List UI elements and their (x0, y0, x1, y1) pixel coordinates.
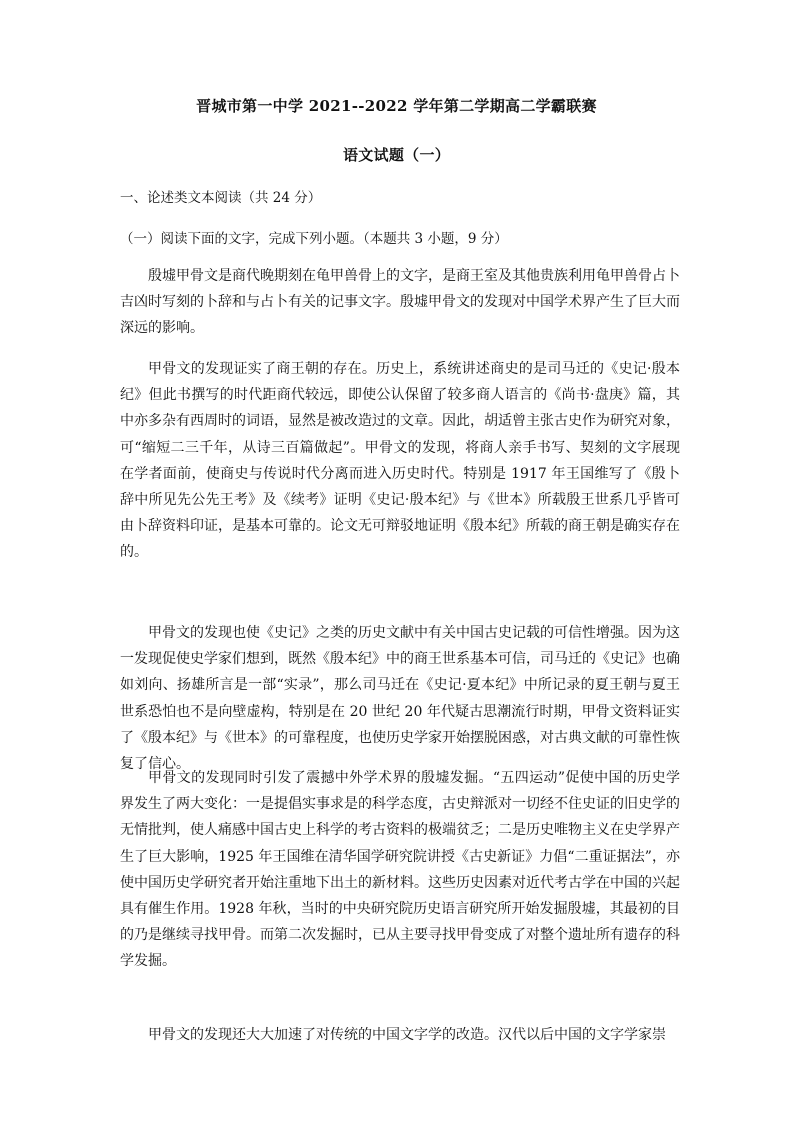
paragraph-3: 甲骨文的发现也使《史记》之类的历史文献中有关中国古史记载的可信性增强。因为这一发现促使史学家们想到，既然《殷本纪》中的商王世系基本可信，司马迁的《史记》也确如刘向、扬雄所言是一部“实录”，那么司马迁在《史记·夏本纪》中所记录的夏王朝与夏王世系恐怕也不是向壁虚构，特别是在 20 世纪 20 年代疑古思潮流行时期，甲骨文资料证实了《殷本纪》与《世本》的可靠程度，也使历史学家开始摆脱困惑，对古典文献的可靠性恢复了信心。 (120, 625, 680, 773)
section-heading: 一、论述类文本阅读（共 24 分） (120, 190, 322, 206)
paragraph-1: 殷墟甲骨文是商代晚期刻在龟甲兽骨上的文字，是商王室及其他贵族利用龟甲兽骨占卜吉凶时写刻的卜辞和与占卜有关的记事文字。殷墟甲骨文的发现对中国学术界产生了巨大而深远的影响。 (120, 268, 680, 337)
paragraph-5: 甲骨文的发现还大大加速了对传统的中国文字学的改造。汉代以后中国的文字学家崇 (148, 1027, 666, 1043)
subsection-heading: （一）阅读下面的文字，完成下列小题。（本题共 3 小题，9 分） (120, 231, 508, 247)
exam-title: 晋城市第一中学 2021--2022 学年第二学期高二学霸联赛 (196, 97, 597, 115)
paragraph-4: 甲骨文的发现同时引发了震撼中外学术界的殷墟发掘。“五四运动”促使中国的历史学界发生了两大变化：一是提倡实事求是的科学态度，古史辩派对一切经不住史证的旧史学的无情批判，使人痛感中国古史上科学的考古资料的极端贫乏；二是历史唯物主义在史学界产生了巨大影响，1925 年王国维在清华国学研究院讲授《古史新证》力倡“二重证据法”，亦使中国历史学研究者开始注重地下出土的新材料。这些历史因素对近代考古学在中国的兴起具有催生作用。1928 年秋，当时的中央研究院历史语言研究所开始发掘殷墟，其最初的目的乃是继续寻找甲骨。而第二次发掘时，已从主要寻找甲骨变成了对整个遗址所有遗存的科学发掘。 (120, 770, 680, 970)
paragraph-2: 甲骨文的发现证实了商王朝的存在。历史上，系统讲述商史的是司马迁的《史记·殷本纪》但此书撰写的时代距商代较远，即使公认保留了较多商人语言的《尚书·盘庚》篇，其中亦多杂有西周时的词语，显然是被改造过的文章。因此，胡适曾主张古史作为研究对象，可“缩短二三千年，从诗三百篇做起”。甲骨文的发现，将商人亲手书写、契刻的文字展现在学者面前，使商史与传说时代分离而进入历史时代。特别是 1917 年王国维写了《殷卜辞中所见先公先王考》及《续考》证明《史记·殷本纪》与《世本》所载殷王世系几乎皆可由卜辞资料印证，是基本可靠的。论文无可辩驳地证明《殷本纪》所载的商王朝是确实存在的。 (120, 361, 680, 561)
exam-subtitle: 语文试题（一） (342, 146, 451, 164)
